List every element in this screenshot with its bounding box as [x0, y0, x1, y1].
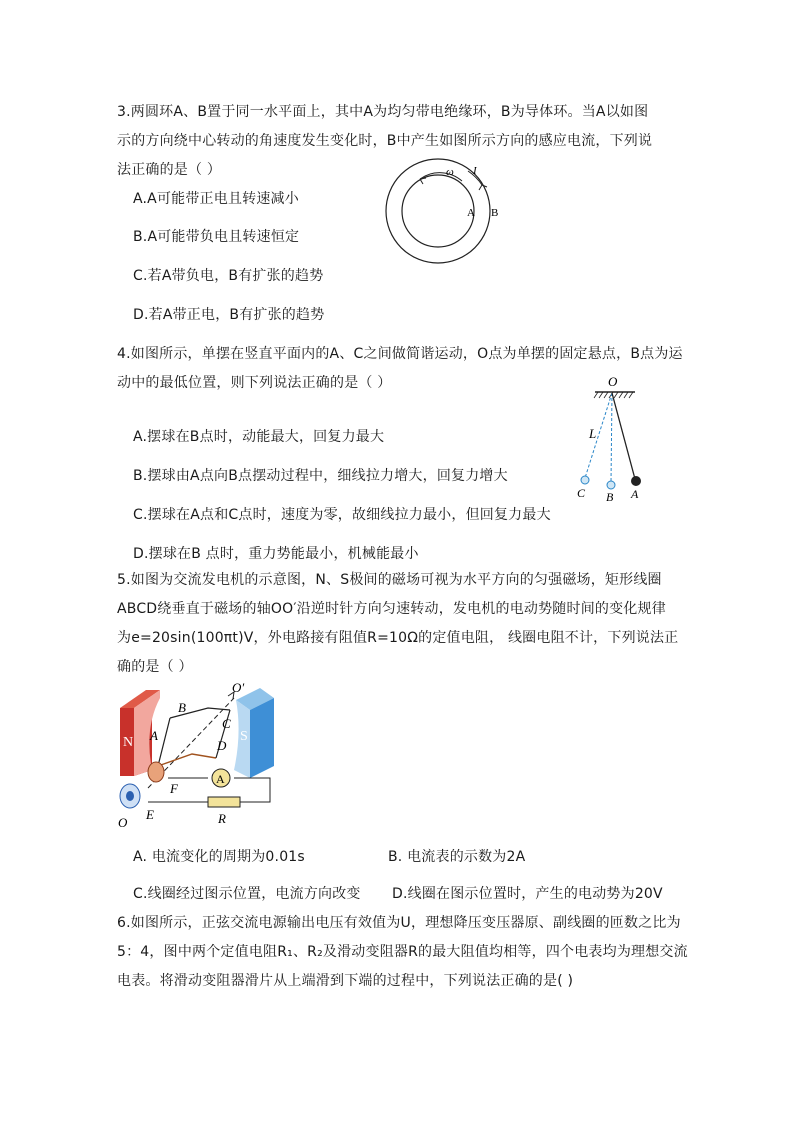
q3-rings-figure [380, 155, 520, 275]
q4-option-b: B.摆球由A点向B点摆动过程中，细线拉力增大，回复力增大 [133, 468, 508, 484]
q5-stem-line-4: 确的是（ ） [117, 659, 193, 675]
q4-stem-line-1: 4.如图所示，单摆在竖直平面内的A、C之间做简谐运动，O点为单摆的固定悬点，B点为运 [117, 346, 683, 362]
q6-stem-line-1: 6.如图所示，正弦交流电源输出电压有效值为U，理想降压变压器原、副线圈的匝数之比为 [117, 915, 681, 931]
omega-label: ω [446, 166, 454, 178]
string-to-a [612, 393, 635, 479]
q5-stem-line-2: ABCD绕垂直于磁场的轴OO′沿逆时针方向匀速转动，发电机的电动势随时间的变化规律 [117, 601, 666, 617]
resistor-r [208, 797, 240, 807]
q4-option-d: D.摆球在B 点时，重力势能最小，机械能最小 [133, 546, 419, 562]
q5-option-a: A. 电流变化的周期为0.01s [133, 849, 305, 865]
bob-c [581, 476, 589, 484]
point-a-label: A [631, 487, 639, 501]
q5-option-d: D.线圈在图示位置时，产生的电动势为20V [392, 886, 663, 902]
q4-option-c: C.摆球在A点和C点时，速度为零，故细线拉力最小，但回复力最大 [133, 507, 551, 523]
coil-bottom [158, 754, 216, 766]
q4-option-a: A.摆球在B点时，动能最大，回复力最大 [133, 429, 385, 445]
ring-b-label: B [491, 207, 499, 219]
q3-option-a: A.A可能带正电且转速减小 [133, 191, 299, 207]
bob-b [607, 481, 615, 489]
point-b-label: B [606, 490, 614, 504]
coil-d-label: D [217, 738, 227, 753]
brush-e-label: E [146, 807, 154, 822]
ammeter-label: A [216, 772, 225, 786]
q6-stem-line-2: 5：4，图中两个定值电阻R₁、R₂及滑动变阻器R的最大阻值均相等，四个电表均为理想交流 [117, 944, 688, 960]
axis-o-label: O [118, 815, 128, 830]
string-to-b [611, 393, 612, 483]
q5-option-b: B. 电流表的示数为2A [388, 849, 526, 865]
ring-a-label: A [467, 207, 475, 219]
bob-a [631, 476, 641, 486]
ring-a-inner [402, 175, 474, 247]
current-label: I [473, 165, 477, 177]
q5-stem-line-1: 5.如图为交流发电机的示意图，N、S极间的磁场可视为水平方向的匀强磁场，矩形线圈 [117, 572, 662, 588]
brush-f-label: F [170, 781, 178, 796]
magnet-n-label: N [123, 735, 134, 750]
q5-option-c: C.线圈经过图示位置，电流方向改变 [133, 886, 361, 902]
q4-pendulum-figure [565, 368, 650, 508]
q3-stem-line-3: 法正确的是（ ） [117, 162, 222, 178]
q5-stem-line-3: 为e=20sin(100πt)V，外电路接有阻值R=10Ω的定值电阻， 线圈电阻不计，下列说法正 [117, 630, 679, 646]
magnet-s-front [250, 698, 274, 778]
slip-ring-f [148, 762, 164, 782]
axis-o-prime-label: O′ [232, 680, 245, 695]
coil-b-label: B [178, 700, 186, 715]
q4-stem-line-2: 动中的最低位置，则下列说法正确的是（ ） [117, 375, 392, 391]
q5-generator-figure [112, 678, 282, 830]
q3-stem-line-1: 3.两圆环A、B置于同一水平面上，其中A为均匀带电绝缘环，B为导体环。当A以如图 [117, 104, 649, 120]
pivot-label: O [608, 374, 618, 389]
point-c-label: C [577, 486, 586, 500]
q6-stem-line-3: 电表。将滑动变阻器滑片从上端滑到下端的过程中，下列说法正确的是( ) [117, 973, 574, 989]
coil-c-label: C [222, 716, 231, 731]
q3-stem-line-2: 示的方向绕中心转动的角速度发生变化时，B中产生如图所示方向的感应电流，下列说 [117, 133, 653, 149]
q3-option-d: D.若A带正电，B有扩张的趋势 [133, 307, 325, 323]
magnet-s-label: S [240, 729, 248, 744]
q3-option-b: B.A可能带负电且转速恒定 [133, 229, 300, 245]
coil-a-label: A [150, 728, 158, 743]
resistor-label: R [218, 811, 226, 826]
q3-option-c: C.若A带负电，B有扩张的趋势 [133, 268, 324, 284]
length-label: L [589, 426, 597, 441]
